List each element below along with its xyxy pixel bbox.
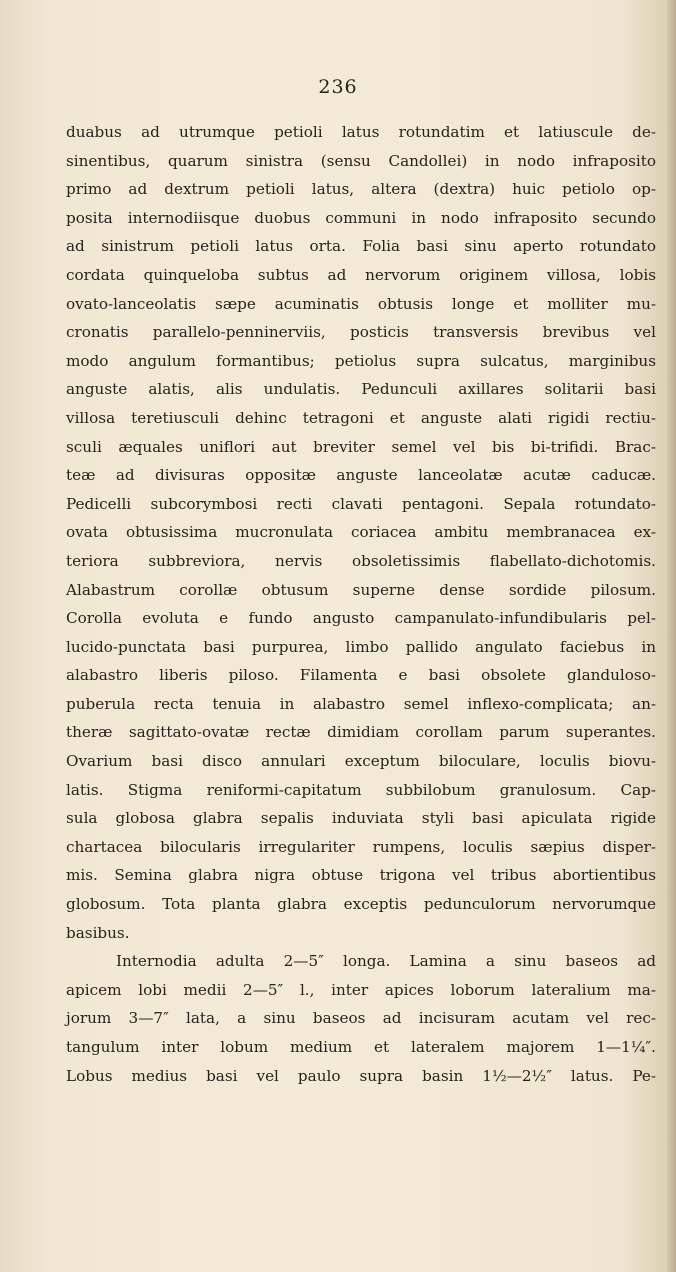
text-line: alabastro liberis piloso. Filamenta e basi obsolete glanduloso- — [66, 666, 656, 685]
text-line: Alabastrum corollæ obtusum superne dense sordide pilosum. — [66, 580, 656, 599]
text-line: mis. Semina glabra nigra obtuse trigona vel tribus abortientibus — [66, 866, 656, 885]
text-line: basibus. — [66, 923, 130, 942]
text-line: teriora subbreviora, nervis obsoletissimis flabellato-dichotomis. — [66, 551, 656, 570]
text-line: apicem lobi medii 2—5″ l., inter apices loborum lateralium ma- — [66, 980, 656, 999]
text-line: chartacea bilocularis irregulariter rumpens, loculis sæpius disper- — [66, 837, 656, 856]
text-line: ad sinistrum petioli latus orta. Folia basi sinu aperto rotundato — [66, 237, 656, 256]
text-line: sinentibus, quarum sinistra (sensu Candollei) in nodo infraposito — [66, 151, 656, 170]
text-line: lucido-punctata basi purpurea, limbo pallido angulato faciebus in — [66, 637, 656, 656]
page-edge — [667, 0, 676, 1272]
text-line: latis. Stigma reniformi-capitatum subbilobum granulosum. Cap- — [66, 780, 656, 799]
text-line: globosum. Tota planta glabra exceptis pedunculorum nervorumque — [66, 895, 656, 914]
page-number: 236 — [318, 76, 358, 98]
text-line: villosa teretiusculi dehinc tetragoni et anguste alati rigidi rectiu- — [66, 408, 656, 427]
text-line: modo angulum formantibus; petiolus supra sulcatus, marginibus — [66, 351, 656, 370]
text-line: Pedicelli subcorymbosi recti clavati pentagoni. Sepala rotundato- — [66, 494, 656, 513]
paragraph-1 — [66, 118, 656, 947]
text-line: ovata obtusissima mucronulata coriacea ambitu membranacea ex- — [66, 523, 656, 542]
text-line: Internodia adulta 2—5″ longa. Lamina a sinu baseos ad — [116, 952, 656, 971]
text-line: Lobus medius basi vel paulo supra basin 1½—2½″ latus. Pe- — [66, 1066, 656, 1085]
text-line: theræ sagittato-ovatæ rectæ dimidiam corollam parum superantes. — [66, 723, 656, 742]
text-line: ovato-lanceolatis sæpe acuminatis obtusis longe et molliter mu- — [66, 294, 656, 313]
paragraph-2 — [66, 947, 656, 1090]
body-text — [66, 118, 656, 1090]
text-line: duabus ad utrumque petioli latus rotundatim et latiuscule de- — [66, 123, 656, 141]
text-line: cronatis parallelo-penninerviis, posticis transversis brevibus vel — [66, 323, 656, 342]
text-line: sula globosa glabra sepalis induviata styli basi apiculata rigide — [66, 809, 656, 828]
text-line: puberula recta tenuia in alabastro semel inflexo-complicata; an- — [66, 694, 656, 713]
text-line: anguste alatis, alis undulatis. Pedunculi axillares solitarii basi — [66, 380, 656, 399]
text-line: sculi æquales uniflori aut breviter semel vel bis bi-trifidi. Brac- — [66, 437, 656, 456]
text-line: Ovarium basi disco annulari exceptum biloculare, loculis biovu- — [66, 752, 656, 771]
text-line: Corolla evoluta e fundo angusto campanulato-infundibularis pel- — [66, 609, 656, 628]
text-line: teæ ad divisuras oppositæ anguste lanceolatæ acutæ caducæ. — [66, 466, 656, 485]
text-line: posita internodiisque duobus communi in nodo infraposito secundo — [66, 208, 656, 227]
text-line: tangulum inter lobum medium et lateralem majorem 1—1¼″. — [66, 1038, 656, 1056]
text-line: primo ad dextrum petioli latus, altera (dextra) huic petiolo op- — [66, 180, 656, 199]
text-line: cordata quinqueloba subtus ad nervorum originem villosa, lobis — [66, 265, 656, 284]
text-line: jorum 3—7″ lata, a sinu baseos ad incisuram acutam vel rec- — [66, 1009, 656, 1028]
